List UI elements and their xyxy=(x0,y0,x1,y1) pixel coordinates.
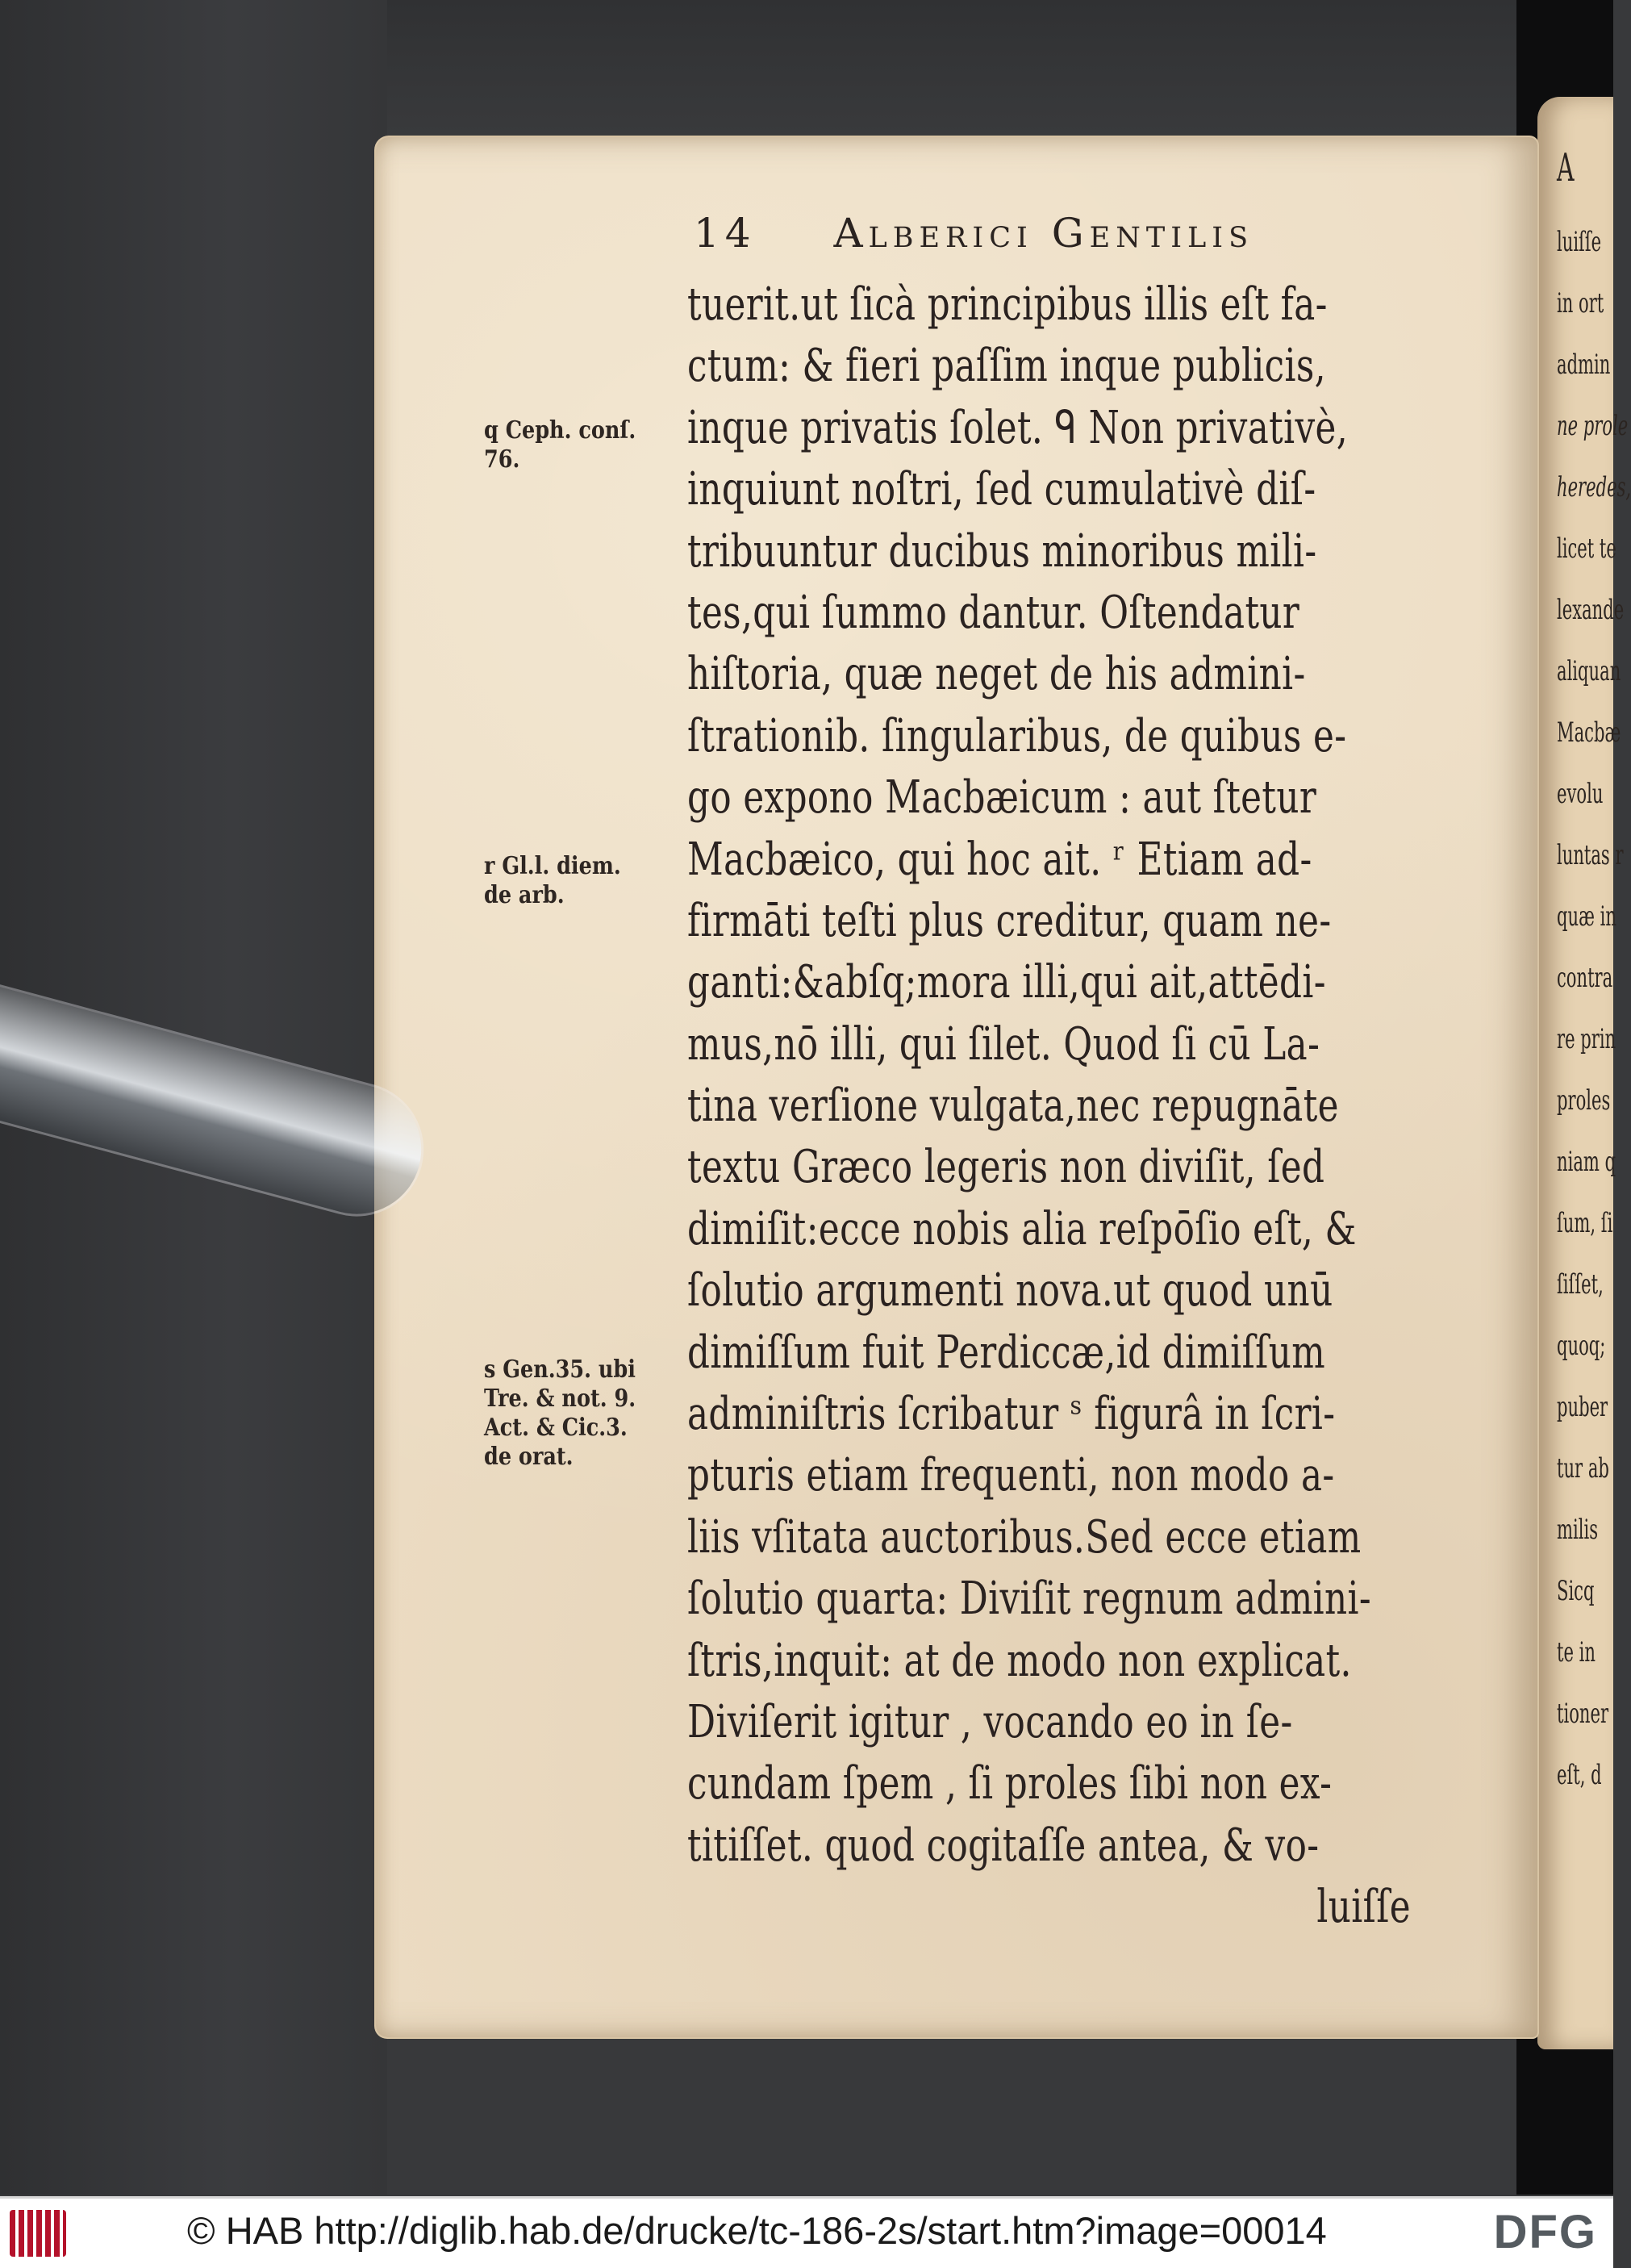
next-page-line: eſt, d xyxy=(1557,1759,1602,1791)
text-line: dimiſſum fuit Perdiccæ,id dimiſſum xyxy=(687,1326,1326,1379)
text-line: Macbæico, qui hoc ait. ʳ Etiam ad- xyxy=(687,833,1312,886)
next-page-line: puber xyxy=(1557,1391,1608,1423)
next-page-line: admin xyxy=(1557,349,1611,381)
text-line: luiſſe xyxy=(1316,1881,1411,1934)
next-page-line: Sicq xyxy=(1557,1575,1595,1607)
text-line: Diviſerit igitur , vocando eo in ſe- xyxy=(687,1695,1293,1748)
marginal-note xyxy=(484,1355,636,1472)
next-page-line: contra xyxy=(1557,962,1613,994)
page-number: 14 xyxy=(694,210,757,257)
next-page-edge xyxy=(1537,97,1631,2049)
next-page-line: quoq; xyxy=(1557,1330,1606,1362)
next-page-line: licet te xyxy=(1557,533,1616,565)
footer-bar xyxy=(0,2196,1613,2268)
page-header xyxy=(694,210,1253,257)
next-page-line: luiſſe xyxy=(1557,226,1602,258)
dfg-logo: DFG xyxy=(1493,2206,1597,2258)
text-line: tina verſione vulgata,nec repugnāte xyxy=(687,1080,1339,1133)
next-page-line: proles xyxy=(1557,1084,1611,1117)
text-line: pturis etiam frequenti, non modo a- xyxy=(687,1449,1335,1502)
text-line: inquiunt noſtri, ſed cumulativè diſ- xyxy=(687,463,1316,516)
next-page-line: niam q xyxy=(1557,1146,1616,1178)
text-line: hiſtoria, quæ neget de his admini- xyxy=(687,648,1306,701)
next-page-line: tioner xyxy=(1557,1698,1609,1730)
text-line: firmāti teſti plus creditur, quam ne- xyxy=(687,894,1332,947)
marginal-note-line: Tre. & not. 9. xyxy=(484,1385,636,1413)
text-line: dimiſit:ecce nobis alia reſpōſio eſt, & xyxy=(687,1202,1357,1255)
text-line: mus,nō illi, qui ſilet. Quod ſi cū La- xyxy=(687,1017,1320,1071)
marginal-note-line: q Ceph. conſ. xyxy=(484,416,636,445)
text-line: inque privatis ſolet. ᑫ Non privativè, xyxy=(687,401,1349,454)
marginal-note-line: 76. xyxy=(484,445,520,474)
marginal-note-line: de arb. xyxy=(484,881,565,909)
next-page-line: A xyxy=(1557,145,1575,190)
next-page-line: ſiſſet, xyxy=(1557,1268,1604,1301)
hab-logo-icon xyxy=(10,2210,66,2257)
next-page-line: quæ in xyxy=(1557,900,1616,933)
text-line: tuerit.ut ſicà principibus illis eſt fa- xyxy=(687,278,1328,331)
next-page-line: heredes, xyxy=(1557,471,1631,503)
marginal-note-line: r Gl.l. diem. xyxy=(484,852,621,880)
text-line: tribuuntur ducibus minoribus mili- xyxy=(687,524,1317,578)
text-line: cundam ſpem , ſi proles ſibi non ex- xyxy=(687,1757,1333,1811)
next-page-line: Macbæ xyxy=(1557,716,1621,749)
running-head-title: Alberici Gentilis xyxy=(833,210,1254,257)
next-page-line: ſum, ſi xyxy=(1557,1207,1613,1239)
marginal-note xyxy=(484,416,636,474)
copyright-link[interactable]: © HAB http://diglib.hab.de/drucke/tc-186-2s/start.htm?image=00014 xyxy=(187,2209,1327,2252)
text-line: ſtris,inquit: at de modo non explicat. xyxy=(687,1634,1352,1687)
marginal-note-line: s Gen.35. ubi xyxy=(484,1355,636,1384)
next-page-line: in ort xyxy=(1557,287,1604,320)
text-line: titiſſet. quod cogitaſſe antea, & vo- xyxy=(687,1819,1320,1872)
page-body xyxy=(687,274,1445,1939)
marginal-note xyxy=(484,852,621,910)
next-page-line: te in xyxy=(1557,1636,1596,1669)
next-page-line: tur ab xyxy=(1557,1452,1609,1485)
text-line: ſolutio argumenti nova.ut quod unū xyxy=(687,1264,1333,1318)
next-page-line: ne prole xyxy=(1557,410,1629,442)
text-line: liis vſitata auctoribus.Sed ecce etiam xyxy=(687,1510,1362,1564)
text-line: ganti:&abſq;mora illi,qui ait,attēdi- xyxy=(687,956,1326,1009)
text-line: ſolutio quarta: Diviſit regnum admini- xyxy=(687,1573,1372,1626)
marginal-note-line: Act. & Cic.3. xyxy=(484,1414,628,1442)
text-line: adminiſtris ſcribatur ˢ figurâ in ſcri- xyxy=(687,1388,1336,1441)
next-page-line: luntas r xyxy=(1557,839,1624,871)
next-page-line: aliquan xyxy=(1557,655,1621,687)
text-line: go expono Macbæicum : aut ſtetur xyxy=(687,771,1317,825)
text-line: textu Græco legeris non diviſit, ſed xyxy=(687,1141,1325,1194)
next-page-line: evolu xyxy=(1557,778,1604,810)
text-line: ſtrationib. ſingularibus, de quibus e- xyxy=(687,709,1347,762)
next-page-line: lexande xyxy=(1557,594,1625,626)
text-line: ctum: & fieri paſſim inque publicis, xyxy=(687,340,1326,393)
next-page-line: milis xyxy=(1557,1514,1599,1546)
text-line: tes,qui ſummo dantur. Oſtendatur xyxy=(687,586,1300,639)
marginal-note-line: de orat. xyxy=(484,1443,574,1471)
next-page-line: re prin xyxy=(1557,1023,1616,1055)
